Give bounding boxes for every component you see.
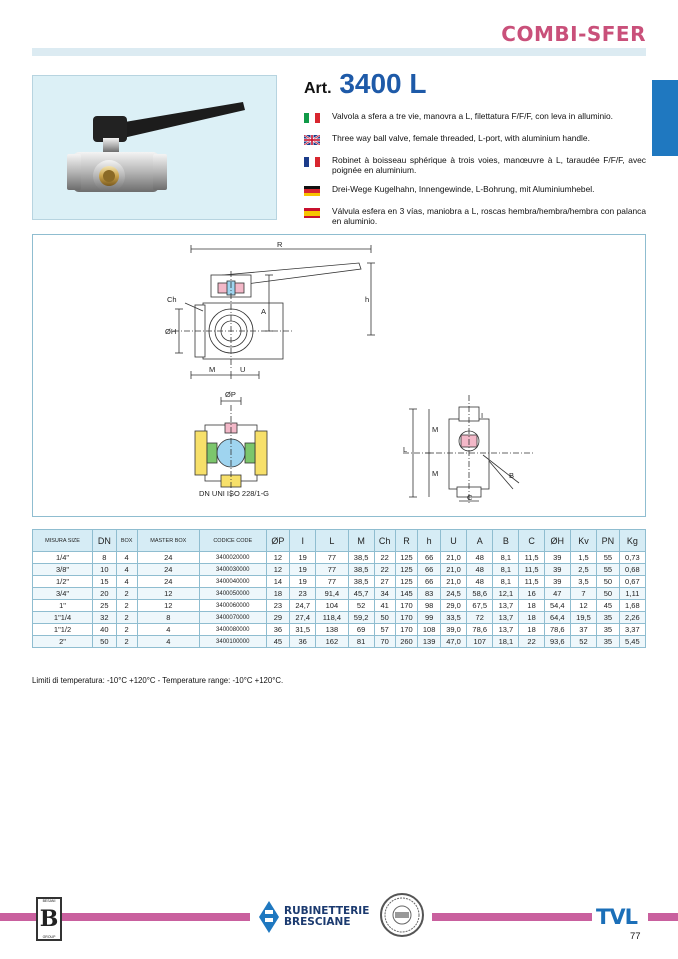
table-cell: 8 [137,612,199,624]
table-cell: 50 [597,588,620,600]
table-cell: 2,26 [619,612,645,624]
besani-letter: B [39,906,59,932]
table-cell: 35 [597,624,620,636]
table-cell: 22 [519,636,544,648]
table-cell: 50 [374,612,395,624]
table-cell: 7 [570,588,596,600]
table-cell: 260 [395,636,418,648]
column-header: Kv [570,530,596,552]
table-cell: 3400050000 [199,588,266,600]
table-cell: 22 [374,552,395,564]
table-cell: 25 [93,600,116,612]
table-cell: 50 [597,576,620,588]
table-cell: 1/2" [33,576,93,588]
table-cell: 1"1/2 [33,624,93,636]
footer-stripe-right [432,913,592,921]
article-title [304,68,427,100]
table-cell: 54,4 [544,600,570,612]
table-cell: 0,67 [619,576,645,588]
table-cell: 78,6 [544,624,570,636]
italy-flag-icon [304,113,320,123]
table-cell: 59,2 [348,612,374,624]
table-cell: 14 [266,576,290,588]
column-header: M [348,530,374,552]
table-cell: 45 [266,636,290,648]
table-cell: 4 [116,552,137,564]
table-cell: 1/4" [33,552,93,564]
table-cell: 18 [519,612,544,624]
table-cell: 48 [467,564,493,576]
table-cell: 13,7 [493,624,519,636]
table-cell: 139 [418,636,441,648]
iso-seal-icon [382,895,422,935]
table-body [33,552,646,648]
table-cell: 1,5 [570,552,596,564]
table-cell: 77 [316,552,348,564]
table-cell: 33,5 [440,612,466,624]
table-cell: 58,6 [467,588,493,600]
rb-emblem-icon [258,900,280,934]
table-cell: 4 [116,576,137,588]
dim-label-l: L [403,445,408,454]
table-cell: 24 [137,564,199,576]
dim-label-i: I [481,411,484,420]
table-cell: 72 [467,612,493,624]
table-cell: 38,5 [348,576,374,588]
dim-label-u: U [240,365,246,374]
table-cell: 3400060000 [199,600,266,612]
table-cell: 66 [418,564,441,576]
column-header: PN [597,530,620,552]
table-cell: 19 [290,564,316,576]
table-cell: 170 [395,600,418,612]
tvl-logo: TVL [596,905,637,929]
table-cell: 125 [395,552,418,564]
column-header: MISURA SIZE [33,530,93,552]
table-cell: 19,5 [570,612,596,624]
ball-valve-image [33,76,278,221]
table-cell: 0,73 [619,552,645,564]
table-cell: 32 [93,612,116,624]
table-cell: 21,0 [440,564,466,576]
table-cell: 93,6 [544,636,570,648]
table-row [33,588,646,600]
rb-line2: BRESCIANE [284,916,351,928]
table-cell: 125 [395,576,418,588]
column-header: L [316,530,348,552]
table-cell: 8 [93,552,116,564]
table-cell: 35 [597,612,620,624]
description-de [304,185,646,196]
table-cell: 99 [418,612,441,624]
table-cell: 67,5 [467,600,493,612]
dim-label-oh: ØH [165,327,177,336]
table-cell: 8,1 [493,552,519,564]
table-cell: 3400070000 [199,612,266,624]
table-cell: 98 [418,600,441,612]
table-cell: 45 [597,600,620,612]
table-row [33,564,646,576]
table-cell: 21,0 [440,576,466,588]
table-cell: 45,7 [348,588,374,600]
column-header: MASTER BOX [137,530,199,552]
table-cell: 70 [374,636,395,648]
dim-label-m-bottom: M [432,469,439,478]
table-cell: 12 [266,564,290,576]
table-cell: 39,0 [440,624,466,636]
table-cell: 24,7 [290,600,316,612]
table-cell: 1,68 [619,600,645,612]
table-cell: 23 [266,600,290,612]
besani-top-text: BESANI [42,899,56,903]
table-cell: 170 [395,624,418,636]
page-number: 77 [630,931,641,942]
table-cell: 77 [316,564,348,576]
table-row [33,600,646,612]
table-cell: 10 [93,564,116,576]
description-en [304,134,646,145]
table-cell: 13,7 [493,612,519,624]
table-cell: 39 [544,552,570,564]
table-cell: 91,4 [316,588,348,600]
table-cell: 81 [348,636,374,648]
column-header: BOX [116,530,137,552]
section-tab [652,80,678,156]
column-header: R [395,530,418,552]
france-flag-icon [304,157,320,167]
column-header: CODICE CODE [199,530,266,552]
product-photo [32,75,277,220]
table-header-row [33,530,646,552]
table-cell: 24 [137,552,199,564]
table-cell: 40 [93,624,116,636]
dim-label-r: R [277,240,283,249]
table-cell: 38,5 [348,564,374,576]
rb-line1: RUBINETTERIE [284,905,370,917]
table-cell: 19 [290,576,316,588]
besani-bottom-text: GROUP [42,935,56,939]
table-cell: 13,7 [493,600,519,612]
description-it [304,112,646,123]
table-cell: 47 [544,588,570,600]
table-row [33,576,646,588]
dim-label-c: C [467,493,473,502]
table-cell: 12 [570,600,596,612]
iso-certification-seal [380,893,424,937]
table-cell: 64,4 [544,612,570,624]
table-cell: 66 [418,576,441,588]
table-cell: 3400030000 [199,564,266,576]
table-cell: 1"1/4 [33,612,93,624]
article-prefix: Art. [304,80,332,97]
table-cell: 3/4" [33,588,93,600]
table-cell: 0,68 [619,564,645,576]
column-header: U [440,530,466,552]
header-bar [32,48,646,56]
table-cell: 31,5 [290,624,316,636]
dim-label-b: B [509,471,515,480]
description-text: Válvula esfera en 3 vías, maniobra a L, roscas hembra/hembra/hembra con palanca en aluminio. [332,206,646,226]
table-cell: 8,1 [493,564,519,576]
table-cell: 21,0 [440,552,466,564]
table-row [33,612,646,624]
dim-label-m: M [209,365,216,374]
table-cell: 11,5 [519,564,544,576]
besani-group-logo [36,897,62,941]
table-cell: 8,1 [493,576,519,588]
table-cell: 118,4 [316,612,348,624]
description-text: Robinet à boisseau sphérique à trois voies, manœuvre à L, taraudée F/F/F, avec poignée en aluminium. [332,155,646,175]
table-cell: 145 [395,588,418,600]
table-cell: 78,6 [467,624,493,636]
table-cell: 12 [266,552,290,564]
table-cell: 37 [570,624,596,636]
table-cell: 12 [137,600,199,612]
table-cell: 4 [137,624,199,636]
table-cell: 12,1 [493,588,519,600]
table-cell: 29 [266,612,290,624]
table-row [33,636,646,648]
table-cell: 27,4 [290,612,316,624]
table-cell: 41 [374,600,395,612]
table-cell: 47,0 [440,636,466,648]
column-header: h [418,530,441,552]
technical-drawing [32,234,646,517]
table-cell: 2 [116,588,137,600]
spain-flag-icon [304,208,320,218]
column-header: ØH [544,530,570,552]
table-cell: 29,0 [440,600,466,612]
brand-title: COMBI-SFER [501,22,646,46]
dim-label-ch: Ch [167,295,177,304]
column-header: Ch [374,530,395,552]
valve-drawing-svg [33,235,645,516]
table-cell: 36 [290,636,316,648]
table-cell: 52 [348,600,374,612]
table-cell: 35 [597,636,620,648]
description-fr [304,156,646,175]
table-cell: 48 [467,576,493,588]
table-cell: 50 [93,636,116,648]
table-cell: 18 [519,600,544,612]
specification-table [32,529,646,648]
table-cell: 15 [93,576,116,588]
table-cell: 1" [33,600,93,612]
table-cell: 3/8" [33,564,93,576]
table-cell: 107 [467,636,493,648]
rubinetterie-bresciane-logo [258,897,370,937]
table-cell: 55 [597,552,620,564]
table-row [33,552,646,564]
table-cell: 48 [467,552,493,564]
uk-flag-icon [304,135,320,145]
table-cell: 2 [116,600,137,612]
table-cell: 104 [316,600,348,612]
table-cell: 2 [116,624,137,636]
table-cell: 24,5 [440,588,466,600]
table-cell: 19 [290,552,316,564]
column-header: DN [93,530,116,552]
table-cell: 108 [418,624,441,636]
table-cell: 36 [266,624,290,636]
table-cell: 39 [544,576,570,588]
column-header: A [467,530,493,552]
description-text: Valvola a sfera a tre vie, manovra a L, filettatura F/F/F, con leva in alluminio. [332,111,613,121]
table-cell: 4 [137,636,199,648]
table-cell: 3400040000 [199,576,266,588]
table-cell: 22 [374,564,395,576]
table-cell: 170 [395,612,418,624]
table-cell: 11,5 [519,552,544,564]
standard-note: DN UNI ISO 228/1-G [199,489,270,498]
table-cell: 66 [418,552,441,564]
table-cell: 1,11 [619,588,645,600]
table-cell: 3400100000 [199,636,266,648]
table-cell: 18 [266,588,290,600]
table-cell: 5,45 [619,636,645,648]
table-cell: 69 [348,624,374,636]
description-es [304,207,646,226]
table-cell: 2,5 [570,564,596,576]
temperature-note: Limiti di temperatura: -10°C +120°C - Temperature range: -10°C +120°C. [32,676,284,685]
table-cell: 2 [116,636,137,648]
column-header: Kg [619,530,645,552]
column-header: C [519,530,544,552]
table-cell: 11,5 [519,576,544,588]
table-cell: 83 [418,588,441,600]
column-header: ØP [266,530,290,552]
column-header: I [290,530,316,552]
dim-label-op: ØP [225,390,236,399]
table-cell: 27 [374,576,395,588]
table-cell: 34 [374,588,395,600]
footer-stripe-end [648,913,678,921]
table-cell: 16 [519,588,544,600]
table-cell: 38,5 [348,552,374,564]
table-cell: 55 [597,564,620,576]
table-row [33,624,646,636]
table-cell: 162 [316,636,348,648]
table-cell: 3400020000 [199,552,266,564]
table-cell: 18 [519,624,544,636]
table-cell: 3,37 [619,624,645,636]
dim-label-h: h [365,295,370,304]
column-header: B [493,530,519,552]
germany-flag-icon [304,186,320,196]
table-cell: 23 [290,588,316,600]
table-cell: 24 [137,576,199,588]
table-cell: 20 [93,588,116,600]
table-cell: 18,1 [493,636,519,648]
dim-label-m-top: M [432,425,439,434]
table-cell: 12 [137,588,199,600]
table-cell: 3400080000 [199,624,266,636]
table-cell: 3,5 [570,576,596,588]
table-cell: 2 [116,612,137,624]
dim-label-a: A [261,307,267,316]
table-cell: 2" [33,636,93,648]
description-text: Three way ball valve, female threaded, L-port, with aluminium handle. [332,133,590,143]
table-cell: 125 [395,564,418,576]
table-cell: 39 [544,564,570,576]
table-cell: 52 [570,636,596,648]
description-text: Drei-Wege Kugelhahn, Innengewinde, L-Bohrung, mit Aluminiumhebel. [332,184,595,194]
table-cell: 57 [374,624,395,636]
table-cell: 4 [116,564,137,576]
article-number: 3400 L [339,68,427,99]
table-cell: 77 [316,576,348,588]
table-cell: 138 [316,624,348,636]
